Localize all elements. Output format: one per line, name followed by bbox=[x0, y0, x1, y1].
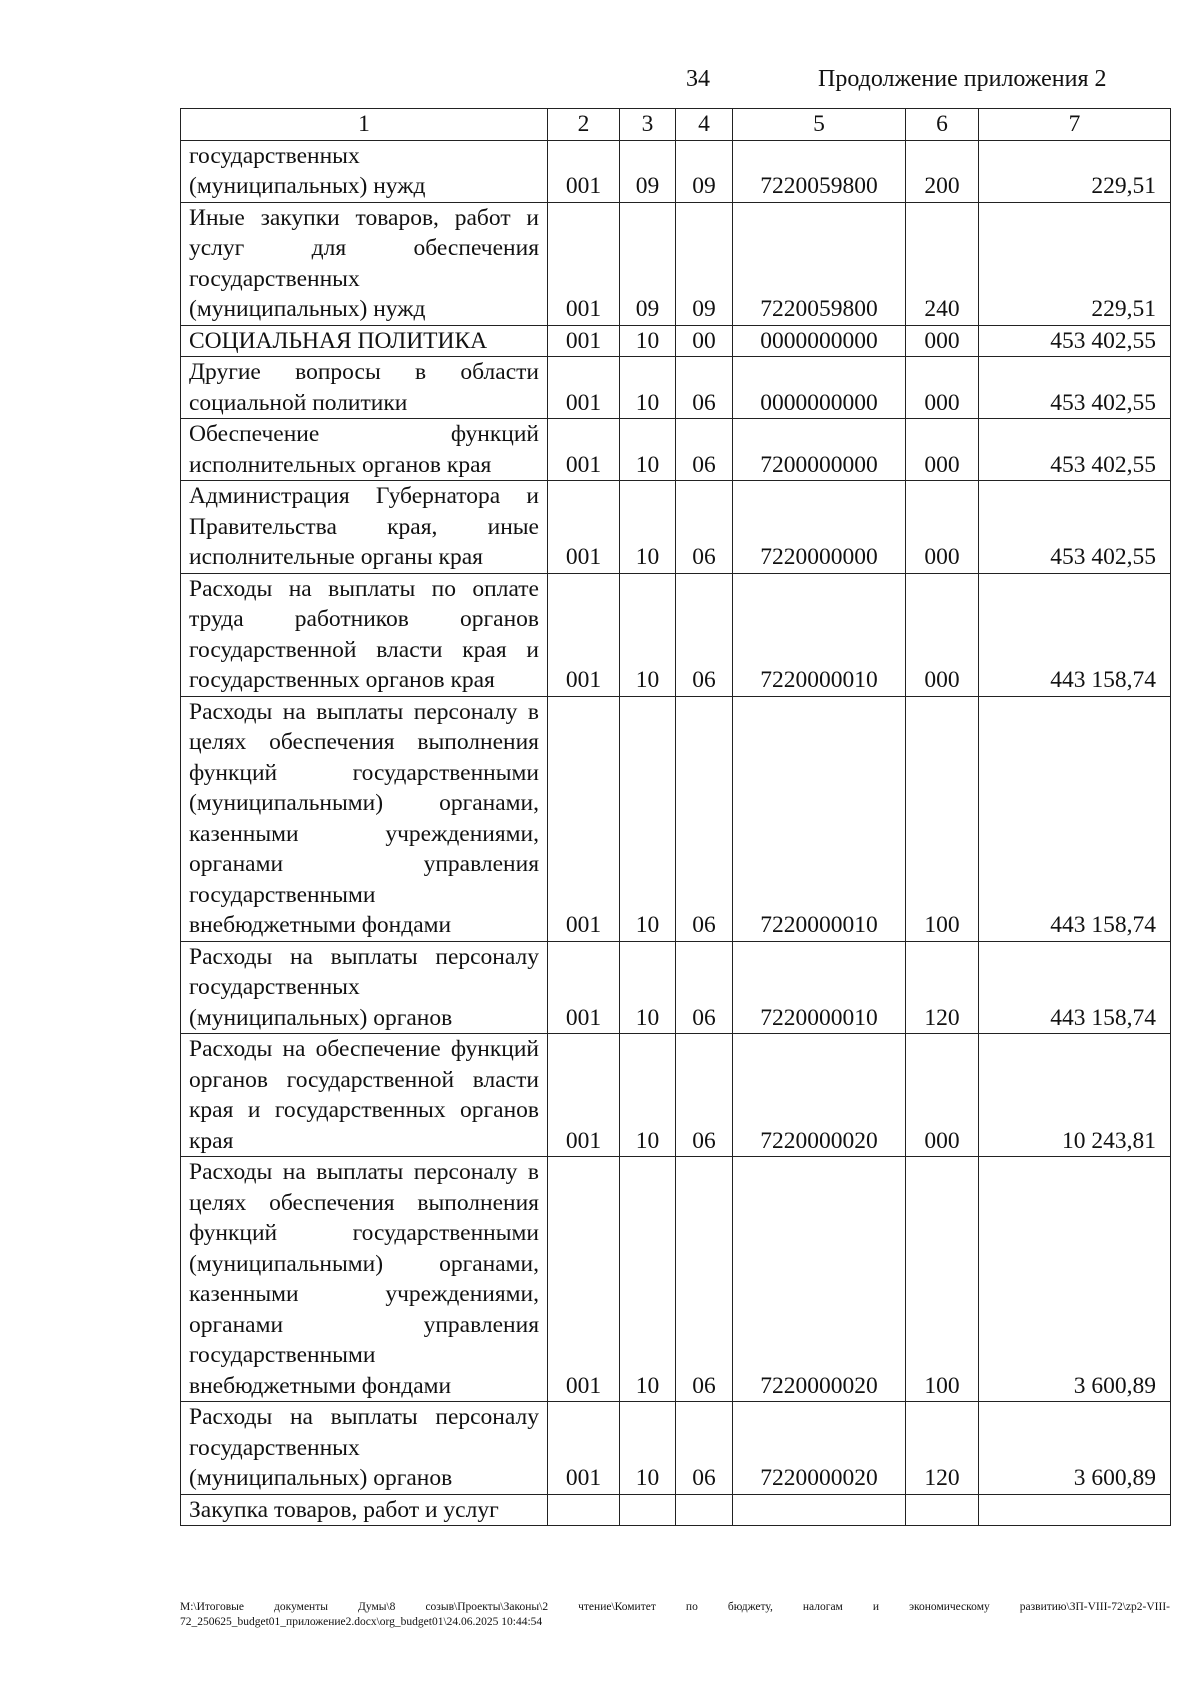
row-name-cell: государственных (муниципальных) нужд bbox=[181, 140, 548, 202]
table-row bbox=[181, 941, 1171, 1034]
column-header: 4 bbox=[676, 109, 733, 141]
cell-amount: 3 600,89 bbox=[979, 1157, 1171, 1402]
row-name-cell: Расходы на выплаты персоналу государственных (муниципальных) органов bbox=[181, 1402, 548, 1495]
cell-subsection: 06 bbox=[676, 1034, 733, 1157]
cell-subsection bbox=[676, 1494, 733, 1526]
cell-section: 10 bbox=[620, 357, 676, 419]
cell-ministry-code: 001 bbox=[548, 481, 620, 574]
column-header: 2 bbox=[548, 109, 620, 141]
cell-ministry-code: 001 bbox=[548, 325, 620, 357]
cell-target-article: 7220000020 bbox=[733, 1402, 906, 1495]
cell-ministry-code: 001 bbox=[548, 1157, 620, 1402]
row-name-cell: Обеспечение функций исполнительных органов края bbox=[181, 419, 548, 481]
cell-target-article: 7220000010 bbox=[733, 573, 906, 696]
column-header-row bbox=[181, 109, 1171, 141]
cell-subsection: 06 bbox=[676, 357, 733, 419]
cell-ministry-code bbox=[548, 1494, 620, 1526]
column-header: 5 bbox=[733, 109, 906, 141]
cell-amount: 3 600,89 bbox=[979, 1402, 1171, 1495]
cell-expense-type: 240 bbox=[906, 202, 979, 325]
table-row bbox=[181, 481, 1171, 574]
cell-section: 10 bbox=[620, 1034, 676, 1157]
cell-subsection: 09 bbox=[676, 140, 733, 202]
footer-line: 72_250625_budget01_приложение2.docx\org_budget01\24.06.2025 10:44:54 bbox=[180, 1616, 543, 1628]
cell-section: 10 bbox=[620, 1157, 676, 1402]
cell-subsection: 06 bbox=[676, 1157, 733, 1402]
table-row bbox=[181, 419, 1171, 481]
cell-ministry-code: 001 bbox=[548, 573, 620, 696]
cell-target-article: 7200000000 bbox=[733, 419, 906, 481]
cell-amount: 453 402,55 bbox=[979, 325, 1171, 357]
column-header: 6 bbox=[906, 109, 979, 141]
budget-table bbox=[180, 108, 1171, 1526]
column-header: 7 bbox=[979, 109, 1171, 141]
cell-expense-type: 120 bbox=[906, 941, 979, 1034]
cell-amount: 229,51 bbox=[979, 202, 1171, 325]
cell-section: 10 bbox=[620, 325, 676, 357]
row-name-cell: Иные закупки товаров, работ и услуг для обеспечения государственных (муниципальных) нужд bbox=[181, 202, 548, 325]
footer-line: М:\Итоговые документы Думы\8 созыв\Проекты\Законы\2 чтение\Комитет по бюджету, налогам и экономическому развитию\ЗП-VIII-72\zp2-VIII- bbox=[180, 1601, 1170, 1613]
cell-target-article: 7220000010 bbox=[733, 696, 906, 941]
column-header: 3 bbox=[620, 109, 676, 141]
cell-target-article: 7220000010 bbox=[733, 941, 906, 1034]
column-header: 1 bbox=[181, 109, 548, 141]
cell-expense-type: 000 bbox=[906, 1034, 979, 1157]
cell-section: 09 bbox=[620, 202, 676, 325]
cell-amount: 10 243,81 bbox=[979, 1034, 1171, 1157]
cell-section: 10 bbox=[620, 573, 676, 696]
cell-target-article: 0000000000 bbox=[733, 357, 906, 419]
cell-section: 10 bbox=[620, 419, 676, 481]
cell-amount: 453 402,55 bbox=[979, 357, 1171, 419]
cell-ministry-code: 001 bbox=[548, 419, 620, 481]
cell-ministry-code: 001 bbox=[548, 1034, 620, 1157]
cell-subsection: 00 bbox=[676, 325, 733, 357]
cell-amount: 229,51 bbox=[979, 140, 1171, 202]
cell-ministry-code: 001 bbox=[548, 696, 620, 941]
cell-expense-type: 000 bbox=[906, 481, 979, 574]
cell-amount: 443 158,74 bbox=[979, 696, 1171, 941]
cell-ministry-code: 001 bbox=[548, 1402, 620, 1495]
row-name-cell: Расходы на выплаты персоналу в целях обеспечения выполнения функций государственными (муниципальными) органами, казенными учреждениями, органами управления государственными внебюджетными фондами bbox=[181, 696, 548, 941]
cell-expense-type: 000 bbox=[906, 357, 979, 419]
cell-subsection: 06 bbox=[676, 419, 733, 481]
cell-amount: 443 158,74 bbox=[979, 573, 1171, 696]
cell-section: 09 bbox=[620, 140, 676, 202]
cell-section: 10 bbox=[620, 696, 676, 941]
table-row bbox=[181, 357, 1171, 419]
row-name-cell: Закупка товаров, работ и услуг bbox=[181, 1494, 548, 1526]
table-row bbox=[181, 1402, 1171, 1495]
cell-target-article: 7220000000 bbox=[733, 481, 906, 574]
table-row bbox=[181, 1157, 1171, 1402]
cell-section: 10 bbox=[620, 941, 676, 1034]
cell-expense-type: 000 bbox=[906, 573, 979, 696]
cell-ministry-code: 001 bbox=[548, 202, 620, 325]
cell-expense-type: 100 bbox=[906, 1157, 979, 1402]
row-name-cell: Расходы на обеспечение функций органов государственной власти края и государственных органов края bbox=[181, 1034, 548, 1157]
cell-target-article: 7220059800 bbox=[733, 140, 906, 202]
table-row bbox=[181, 696, 1171, 941]
cell-target-article: 7220000020 bbox=[733, 1034, 906, 1157]
row-name-cell: Расходы на выплаты по оплате труда работников органов государственной власти края и государственных органов края bbox=[181, 573, 548, 696]
cell-subsection: 06 bbox=[676, 941, 733, 1034]
table-row bbox=[181, 140, 1171, 202]
table-row bbox=[181, 1494, 1171, 1526]
cell-section: 10 bbox=[620, 481, 676, 574]
cell-amount: 443 158,74 bbox=[979, 941, 1171, 1034]
cell-expense-type: 100 bbox=[906, 696, 979, 941]
cell-ministry-code: 001 bbox=[548, 357, 620, 419]
file-path-footer bbox=[180, 1600, 1170, 1630]
cell-subsection: 06 bbox=[676, 1402, 733, 1495]
cell-target-article: 7220059800 bbox=[733, 202, 906, 325]
cell-expense-type bbox=[906, 1494, 979, 1526]
cell-target-article: 7220000020 bbox=[733, 1157, 906, 1402]
table-row bbox=[181, 325, 1171, 357]
cell-amount: 453 402,55 bbox=[979, 481, 1171, 574]
cell-section bbox=[620, 1494, 676, 1526]
cell-subsection: 06 bbox=[676, 573, 733, 696]
cell-ministry-code: 001 bbox=[548, 140, 620, 202]
cell-expense-type: 120 bbox=[906, 1402, 979, 1495]
table-row bbox=[181, 1034, 1171, 1157]
cell-ministry-code: 001 bbox=[548, 941, 620, 1034]
cell-subsection: 06 bbox=[676, 696, 733, 941]
cell-target-article: 0000000000 bbox=[733, 325, 906, 357]
row-name-cell: Расходы на выплаты персоналу в целях обеспечения выполнения функций государственными (муниципальными) органами, казенными учреждениями, органами управления государственными внебюджетными фондами bbox=[181, 1157, 548, 1402]
table-row bbox=[181, 202, 1171, 325]
cell-subsection: 06 bbox=[676, 481, 733, 574]
cell-expense-type: 200 bbox=[906, 140, 979, 202]
page-number: 34 bbox=[686, 66, 710, 92]
row-name-cell: Другие вопросы в области социальной политики bbox=[181, 357, 548, 419]
row-name-cell: СОЦИАЛЬНАЯ ПОЛИТИКА bbox=[181, 325, 548, 357]
table-row bbox=[181, 573, 1171, 696]
cell-expense-type: 000 bbox=[906, 419, 979, 481]
cell-amount: 453 402,55 bbox=[979, 419, 1171, 481]
cell-subsection: 09 bbox=[676, 202, 733, 325]
cell-target-article bbox=[733, 1494, 906, 1526]
continuation-title: Продолжение приложения 2 bbox=[818, 66, 1107, 92]
row-name-cell: Администрация Губернатора и Правительства края, иные исполнительные органы края bbox=[181, 481, 548, 574]
row-name-cell: Расходы на выплаты персоналу государственных (муниципальных) органов bbox=[181, 941, 548, 1034]
cell-section: 10 bbox=[620, 1402, 676, 1495]
cell-amount bbox=[979, 1494, 1171, 1526]
cell-expense-type: 000 bbox=[906, 325, 979, 357]
